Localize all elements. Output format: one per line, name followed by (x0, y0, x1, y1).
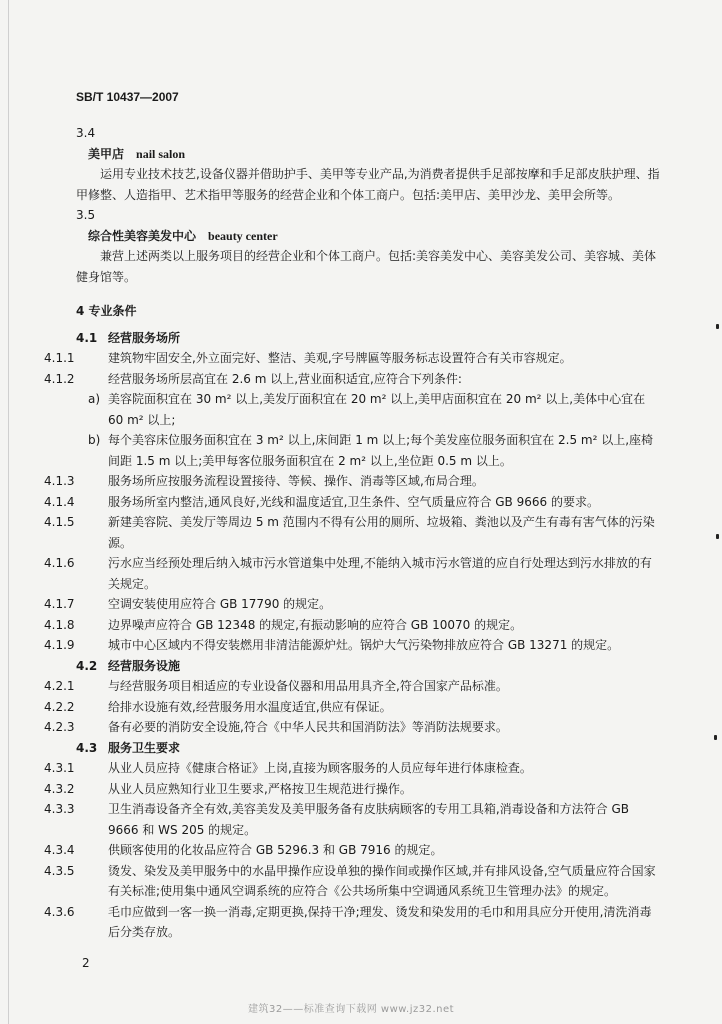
list-item: a) 美容院面积宜在 30 m² 以上,美发厅面积宜在 20 m² 以上,美甲店面积宜在 20 m² 以上,美体中心宜在 60 m² 以上; (88, 392, 646, 427)
clause-item: 4.1.5 新建美容院、美发厅等周边 5 m 范围内不得有公用的厕所、垃圾箱、粪池以及产生有毒有害气体的污染源。 (44, 515, 655, 550)
clause-item: 4.3.1 从业人员应持《健康合格证》上岗,直接为顾客服务的人员应每年进行体康检查。 (44, 761, 532, 775)
document-body (44, 123, 661, 943)
term-definition: 兼营上述两类以上服务项目的经营企业和个体工商户。包括:美容美发中心、美容美发公司、美容城、美体健身馆等。 (76, 249, 657, 284)
clause-number: 3.5 (76, 208, 96, 222)
scan-speck (714, 735, 717, 740)
clause-item: 4.1.1 建筑物牢固安全,外立面完好、整洁、美观,字号牌匾等服务标志设置符合有关市容规定。 (44, 351, 572, 365)
subsection-heading: 4.3 服务卫生要求 (76, 740, 181, 755)
clause-item: 4.2.3 备有必要的消防安全设施,符合《中华人民共和国消防法》等消防法规要求。 (44, 720, 508, 734)
term-chinese: 综合性美容美发中心 (88, 228, 197, 243)
term-heading (76, 144, 661, 165)
clause-number: 3.4 (76, 126, 96, 140)
clause-item: 4.1.6 污水应当经预处理后纳入城市污水管道集中处理,不能纳入城市污水管道的应自行处理达到污水排放的有关规定。 (44, 556, 652, 591)
clause-item: 4.2.1 与经营服务项目相适应的专业设备仪器和用品用具齐全,符合国家产品标准。 (44, 679, 508, 693)
scan-speck (716, 534, 719, 539)
clause-item: 4.3.3 卫生消毒设备齐全有效,美容美发及美甲服务备有皮肤病顾客的专用工具箱,消毒设备和方法符合 GB 9666 和 WS 205 的规定。 (44, 802, 629, 837)
clause-item: 4.3.2 从业人员应熟知行业卫生要求,严格按卫生规范进行操作。 (44, 781, 412, 796)
term-definition: 运用专业技术技艺,设备仪器并借助护手、美甲等专业产品,为消费者提供手足部按摩和手足部皮肤护理、指甲修整、人造指甲、艺术指甲等服务的经营企业和个体工商户。包括:美甲店、美甲沙龙、美甲会所等。 (76, 167, 660, 202)
list-item: b) 每个美容床位服务面积宜在 3 m² 以上,床间距 1 m 以上;每个美发座位服务面积宜在 2.5 m² 以上,座椅间距 1.5 m 以上;美甲每客位服务面积宜在 2 m² 以上,坐位距 0.5 m 以上。 (88, 433, 654, 468)
watermark-text: 建筑32——标准查询下载网 www.jz32.net (248, 1004, 455, 1015)
clause-item: 4.2.2 给排水设施有效,经营服务用水温度适宜,供应有保证。 (44, 699, 392, 714)
clause-item: 4.1.4 服务场所室内整洁,通风良好,光线和温度适宜,卫生条件、空气质量应符合 GB 9666 的要求。 (44, 494, 599, 509)
subsection-heading: 4.2 经营服务设施 (76, 658, 181, 673)
clause-item: 4.1.8 边界噪声应符合 GB 12348 的规定,有振动影响的应符合 GB 10070 的规定。 (44, 617, 523, 632)
section-title: 4 专业条件 (76, 304, 137, 318)
clause-item: 4.3.5 烫发、染发及美甲服务中的水晶甲操作应设单独的操作间或操作区域,并有排风设备,空气质量应符合国家有关标准;使用集中通风空调系统的应符合《公共场所集中空调通风系统卫生管理办法》的规定。 (44, 863, 656, 898)
clause-item: 4.3.6 毛巾应做到一客一换一消毒,定期更换,保持干净;理发、烫发和染发用的毛巾和用具应分开使用,清洗消毒后分类存放。 (44, 904, 652, 939)
term-english: nail salon (136, 146, 186, 161)
subsection-heading: 4.1 经营服务场所 (76, 330, 181, 345)
clause-item: 4.1.3 服务场所应按服务流程设置接待、等候、操作、消毒等区域,布局合理。 (44, 474, 484, 488)
clause-item: 4.1.9 城市中心区域内不得安装燃用非清洁能源炉灶。锅炉大气污染物排放应符合 GB 13271 的规定。 (44, 638, 620, 652)
clause-item: 4.1.7 空调安装使用应符合 GB 17790 的规定。 (44, 597, 332, 611)
page-number: 2 (82, 956, 90, 970)
clause-item: 4.3.4 供顾客使用的化妆品应符合 GB 5296.3 和 GB 7916 的规定。 (44, 843, 443, 857)
term-heading (76, 226, 661, 247)
term-english: beauty center (208, 228, 278, 243)
scan-edge-line (8, 0, 9, 1024)
clause-item: 4.1.2 经营服务场所层高宜在 2.6 m 以上,营业面积适宜,应符合下列条件: (44, 371, 462, 386)
standard-code-header: SB/T 10437—2007 (76, 90, 179, 104)
scan-speck (716, 324, 719, 329)
term-chinese: 美甲店 (88, 146, 125, 161)
